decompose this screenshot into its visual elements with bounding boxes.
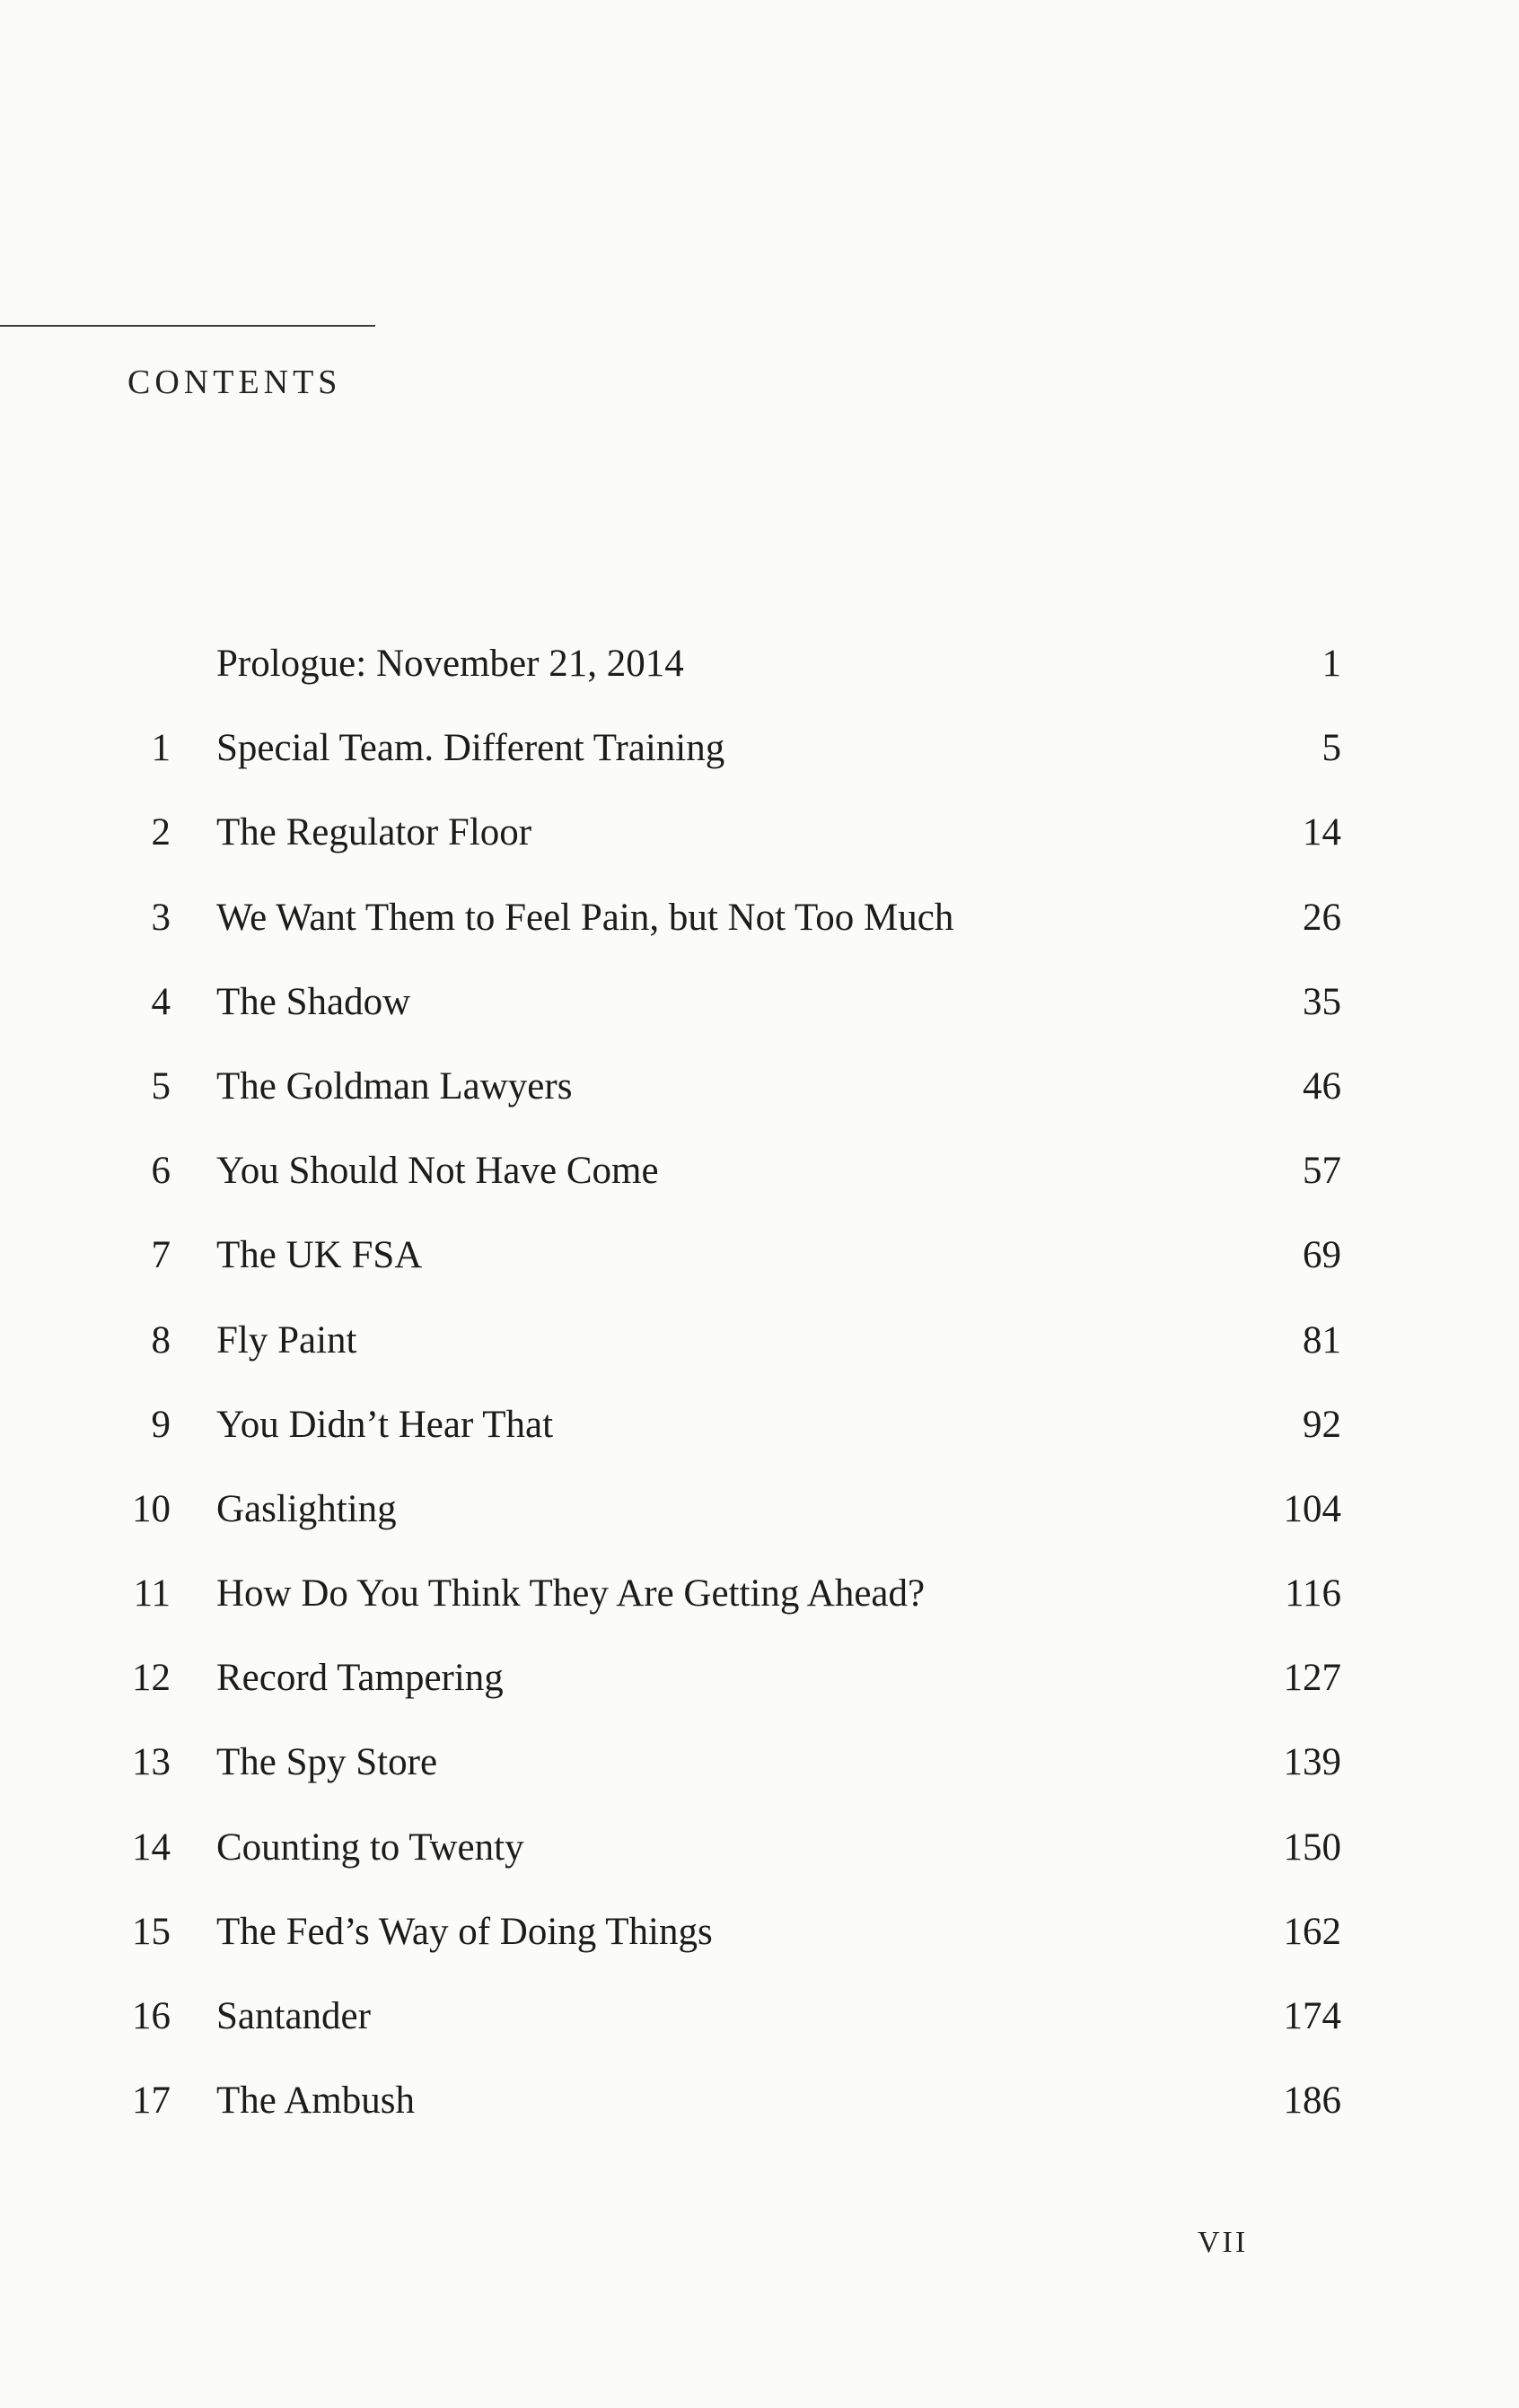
chapter-number: 16 bbox=[132, 1995, 171, 2037]
chapter-page-number: 174 bbox=[1283, 1995, 1341, 2037]
table-of-contents bbox=[0, 639, 1519, 2160]
chapter-number: 5 bbox=[151, 1064, 171, 1108]
chapter-title: Gaslighting bbox=[216, 1487, 397, 1530]
chapter-page-number: 46 bbox=[1303, 1064, 1341, 1108]
chapter-title: Counting to Twenty bbox=[216, 1826, 524, 1869]
chapter-number: 13 bbox=[132, 1741, 171, 1784]
chapter-number: 11 bbox=[133, 1572, 171, 1616]
chapter-number: 7 bbox=[151, 1234, 171, 1277]
chapter-number: 10 bbox=[132, 1487, 171, 1530]
chapter-number: 12 bbox=[132, 1657, 171, 1700]
chapter-title: How Do You Think They Are Getting Ahead? bbox=[216, 1572, 926, 1616]
chapter-page-number: 139 bbox=[1283, 1741, 1341, 1784]
chapter-page-number: 104 bbox=[1283, 1487, 1341, 1530]
chapter-page-number: 1 bbox=[1321, 643, 1341, 685]
contents-heading: CONTENTS bbox=[127, 363, 342, 401]
toc-entry bbox=[0, 1484, 1519, 1569]
chapter-title: The Spy Store bbox=[216, 1741, 438, 1784]
chapter-title: The Shadow bbox=[216, 980, 411, 1023]
chapter-number: 1 bbox=[151, 727, 171, 770]
chapter-title: You Didn’t Hear That bbox=[216, 1403, 554, 1446]
chapter-number: 2 bbox=[151, 811, 171, 854]
chapter-title: Prologue: November 21, 2014 bbox=[216, 643, 684, 685]
chapter-page-number: 92 bbox=[1303, 1403, 1341, 1446]
chapter-number: 8 bbox=[151, 1318, 171, 1362]
chapter-title: The UK FSA bbox=[216, 1234, 423, 1277]
chapter-title: The Ambush bbox=[216, 2080, 415, 2123]
chapter-page-number: 57 bbox=[1303, 1150, 1341, 1193]
chapter-page-number: 186 bbox=[1283, 2080, 1341, 2123]
chapter-title: The Goldman Lawyers bbox=[216, 1064, 573, 1108]
chapter-page-number: 5 bbox=[1321, 727, 1341, 770]
toc-entry bbox=[0, 1823, 1519, 1907]
chapter-number: 4 bbox=[151, 980, 171, 1023]
chapter-number: 14 bbox=[132, 1826, 171, 1869]
toc-entry bbox=[0, 1738, 1519, 1822]
chapter-title: Special Team. Different Training bbox=[216, 727, 725, 770]
chapter-title: The Fed’s Way of Doing Things bbox=[216, 1910, 713, 1953]
page-folio: VII bbox=[1198, 2226, 1249, 2259]
chapter-title: We Want Them to Feel Pain, but Not Too Much bbox=[216, 896, 954, 939]
chapter-title: Fly Paint bbox=[216, 1318, 357, 1362]
chapter-page-number: 26 bbox=[1303, 896, 1341, 939]
chapter-title: Santander bbox=[216, 1995, 371, 2037]
chapter-number: 15 bbox=[132, 1910, 171, 1953]
chapter-page-number: 162 bbox=[1283, 1910, 1341, 1953]
toc-entry bbox=[0, 1230, 1519, 1315]
toc-entry bbox=[0, 639, 1519, 723]
toc-entry bbox=[0, 2076, 1519, 2160]
toc-entry bbox=[0, 1907, 1519, 1992]
toc-entry bbox=[0, 1992, 1519, 2076]
toc-entry bbox=[0, 977, 1519, 1062]
chapter-number: 3 bbox=[151, 896, 171, 939]
chapter-number: 9 bbox=[151, 1403, 171, 1446]
toc-entry bbox=[0, 1062, 1519, 1146]
chapter-number: 6 bbox=[151, 1150, 171, 1193]
chapter-title: Record Tampering bbox=[216, 1657, 504, 1700]
chapter-page-number: 14 bbox=[1303, 811, 1341, 854]
toc-entry bbox=[0, 1653, 1519, 1738]
toc-entry bbox=[0, 808, 1519, 892]
toc-entry bbox=[0, 1400, 1519, 1484]
toc-entry bbox=[0, 1316, 1519, 1400]
chapter-page-number: 116 bbox=[1285, 1572, 1341, 1616]
heading-rule bbox=[0, 325, 375, 327]
toc-entry bbox=[0, 1569, 1519, 1653]
toc-entry bbox=[0, 723, 1519, 808]
chapter-page-number: 150 bbox=[1283, 1826, 1341, 1869]
chapter-page-number: 69 bbox=[1303, 1234, 1341, 1277]
toc-entry bbox=[0, 1146, 1519, 1230]
chapter-number: 17 bbox=[132, 2080, 171, 2123]
chapter-page-number: 127 bbox=[1283, 1657, 1341, 1700]
chapter-title: You Should Not Have Come bbox=[216, 1150, 659, 1193]
chapter-title: The Regulator Floor bbox=[216, 811, 532, 854]
chapter-page-number: 35 bbox=[1303, 980, 1341, 1023]
toc-entry bbox=[0, 893, 1519, 977]
chapter-page-number: 81 bbox=[1303, 1318, 1341, 1362]
